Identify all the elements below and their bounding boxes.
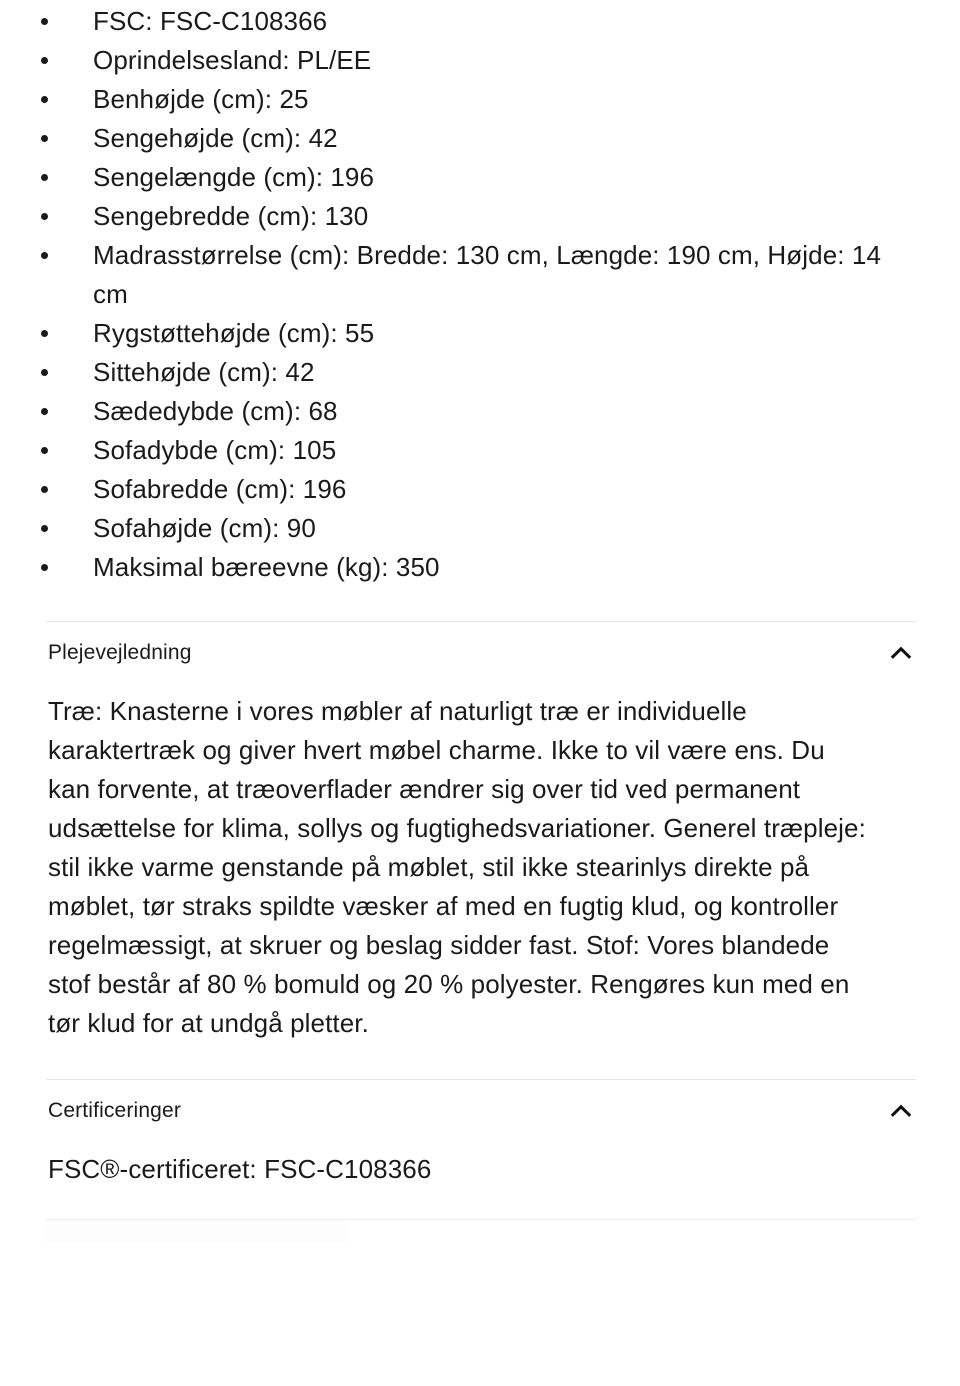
bullet-icon [41, 408, 48, 415]
chevron-up-icon[interactable] [886, 638, 916, 668]
spec-text: Sofabredde (cm): 196 [93, 474, 347, 504]
bullet-icon [41, 447, 48, 454]
spec-text: Sittehøjde (cm): 42 [93, 357, 315, 387]
list-item [0, 2, 960, 41]
section-title: Plejevejledning [48, 641, 192, 664]
list-item [0, 80, 960, 119]
section-body-plejevejledning [48, 684, 868, 1053]
spec-text: Sengelængde (cm): 196 [93, 162, 375, 192]
list-item [0, 158, 960, 197]
section-header-certificeringer[interactable] [48, 1080, 916, 1142]
list-item [0, 353, 960, 392]
bullet-icon [41, 486, 48, 493]
spec-text: Sofadybde (cm): 105 [93, 435, 337, 465]
bullet-icon [41, 369, 48, 376]
list-item [0, 197, 960, 236]
certification-text: FSC®-certificeret: FSC-C108366 [48, 1154, 432, 1184]
list-item [0, 431, 960, 470]
bullet-icon [41, 57, 48, 64]
list-item [0, 41, 960, 80]
spec-text: Sædedybde (cm): 68 [93, 396, 338, 426]
spec-text: Sengehøjde (cm): 42 [93, 123, 338, 153]
spec-text: Rygstøttehøjde (cm): 55 [93, 318, 375, 348]
bullet-icon [41, 564, 48, 571]
bullet-icon [41, 135, 48, 142]
list-item [0, 548, 960, 587]
bullet-icon [41, 174, 48, 181]
spec-text: Maksimal bæreevne (kg): 350 [93, 552, 440, 582]
spec-text: Benhøjde (cm): 25 [93, 84, 309, 114]
list-item [0, 509, 960, 548]
list-item [0, 119, 960, 158]
list-item [0, 314, 960, 353]
section-plejevejledning [0, 622, 960, 1053]
section-body-certificeringer [48, 1142, 868, 1199]
list-item [0, 392, 960, 431]
spec-text: FSC: FSC-C108366 [93, 6, 328, 36]
specification-list [0, 0, 960, 587]
section-title: Certificeringer [48, 1099, 181, 1122]
section-header-plejevejledning[interactable] [48, 622, 916, 684]
next-section-peek [46, 1220, 916, 1242]
spec-text: Oprindelsesland: PL/EE [93, 45, 372, 75]
bullet-icon [41, 96, 48, 103]
care-instructions-text: Træ: Knasterne i vores møbler af naturligt træ er individuelle karaktertræk og giver hvert møbel charme. Ikke to vil være ens. Du kan forvente, at træoverflader ændrer sig over tid ved permanent udsættelse for klima, sollys og fugtighedsvariationer. Generel træpleje: stil ikke varme genstande på møblet, stil ikke stearinlys direkte på møblet, tør straks spildte væsker af med en fugtig klud, og kontroller regelmæssigt, at skruer og beslag sidder fast. Stof: Vores blandede stof består af 80 % bomuld og 20 % polyester. Rengøres kun med en tør klud for at undgå pletter. [48, 696, 866, 1038]
chevron-up-icon[interactable] [886, 1096, 916, 1126]
bullet-icon [41, 252, 48, 259]
spec-text: Sofahøjde (cm): 90 [93, 513, 316, 543]
bullet-icon [41, 525, 48, 532]
spec-text: Madrasstørrelse (cm): Bredde: 130 cm, Længde: 190 cm, Højde: 14 cm [93, 240, 882, 309]
list-item [0, 236, 960, 314]
list-item [0, 470, 960, 509]
bullet-icon [41, 330, 48, 337]
bullet-icon [41, 213, 48, 220]
next-section-placeholder [46, 1220, 346, 1242]
section-certificeringer [0, 1080, 960, 1199]
bullet-icon [41, 18, 48, 25]
spec-text: Sengebredde (cm): 130 [93, 201, 369, 231]
